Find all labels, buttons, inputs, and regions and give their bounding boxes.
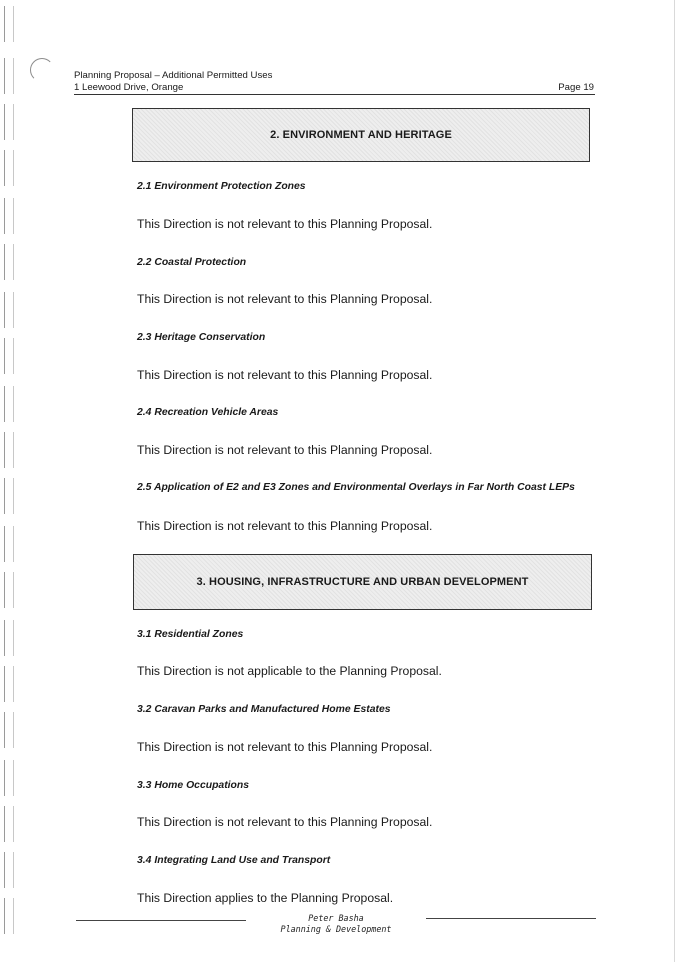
section-heading-box xyxy=(132,108,590,162)
page-number: Page 19 xyxy=(558,82,594,93)
footer-name: Peter Basha xyxy=(308,913,364,923)
section-title: 2. ENVIRONMENT AND HERITAGE xyxy=(270,129,452,141)
subsection-text: This Direction is not relevant to this Planning Proposal. xyxy=(137,217,433,231)
subsection-heading: 2.4 Recreation Vehicle Areas xyxy=(137,407,279,418)
header-title: Planning Proposal – Additional Permitted Uses xyxy=(74,70,273,81)
header-divider xyxy=(74,94,595,95)
subsection-heading: 2.5 Application of E2 and E3 Zones and Environmental Overlays in Far North Coast LEPs xyxy=(137,482,575,493)
footer-divider-left xyxy=(76,920,246,921)
subsection-heading: 2.2 Coastal Protection xyxy=(137,257,247,268)
page-footer xyxy=(236,913,436,935)
header-address: 1 Leewood Drive, Orange xyxy=(74,82,184,93)
subsection-heading: 3.3 Home Occupations xyxy=(137,780,250,791)
subsection-heading: 3.4 Integrating Land Use and Transport xyxy=(137,855,331,866)
page-edge xyxy=(674,0,681,962)
subsection-text: This Direction is not relevant to this Planning Proposal. xyxy=(137,292,433,306)
binding-edge xyxy=(0,0,22,962)
subsection-text: This Direction is not relevant to this Planning Proposal. xyxy=(137,519,433,533)
subsection-text: This Direction is not relevant to this Planning Proposal. xyxy=(137,443,433,457)
subsection-heading: 2.3 Heritage Conservation xyxy=(137,332,266,343)
footer-divider-right xyxy=(426,918,596,919)
subsection-heading: 3.2 Caravan Parks and Manufactured Home Estates xyxy=(137,704,391,715)
subsection-text: This Direction is not relevant to this Planning Proposal. xyxy=(137,815,433,829)
punch-hole-mark xyxy=(30,58,54,82)
subsection-text: This Direction is not relevant to this Planning Proposal. xyxy=(137,368,433,382)
section-heading-box xyxy=(133,554,592,610)
subsection-text: This Direction applies to the Planning Proposal. xyxy=(137,891,394,905)
page-header xyxy=(74,70,594,94)
section-title: 3. HOUSING, INFRASTRUCTURE AND URBAN DEVELOPMENT xyxy=(196,576,529,588)
subsection-text: This Direction is not relevant to this Planning Proposal. xyxy=(137,740,433,754)
subsection-heading: 3.1 Residential Zones xyxy=(137,629,244,640)
subsection-heading: 2.1 Environment Protection Zones xyxy=(137,181,306,192)
subsection-text: This Direction is not applicable to the Planning Proposal. xyxy=(137,664,442,678)
footer-org: Planning & Development xyxy=(280,924,392,934)
